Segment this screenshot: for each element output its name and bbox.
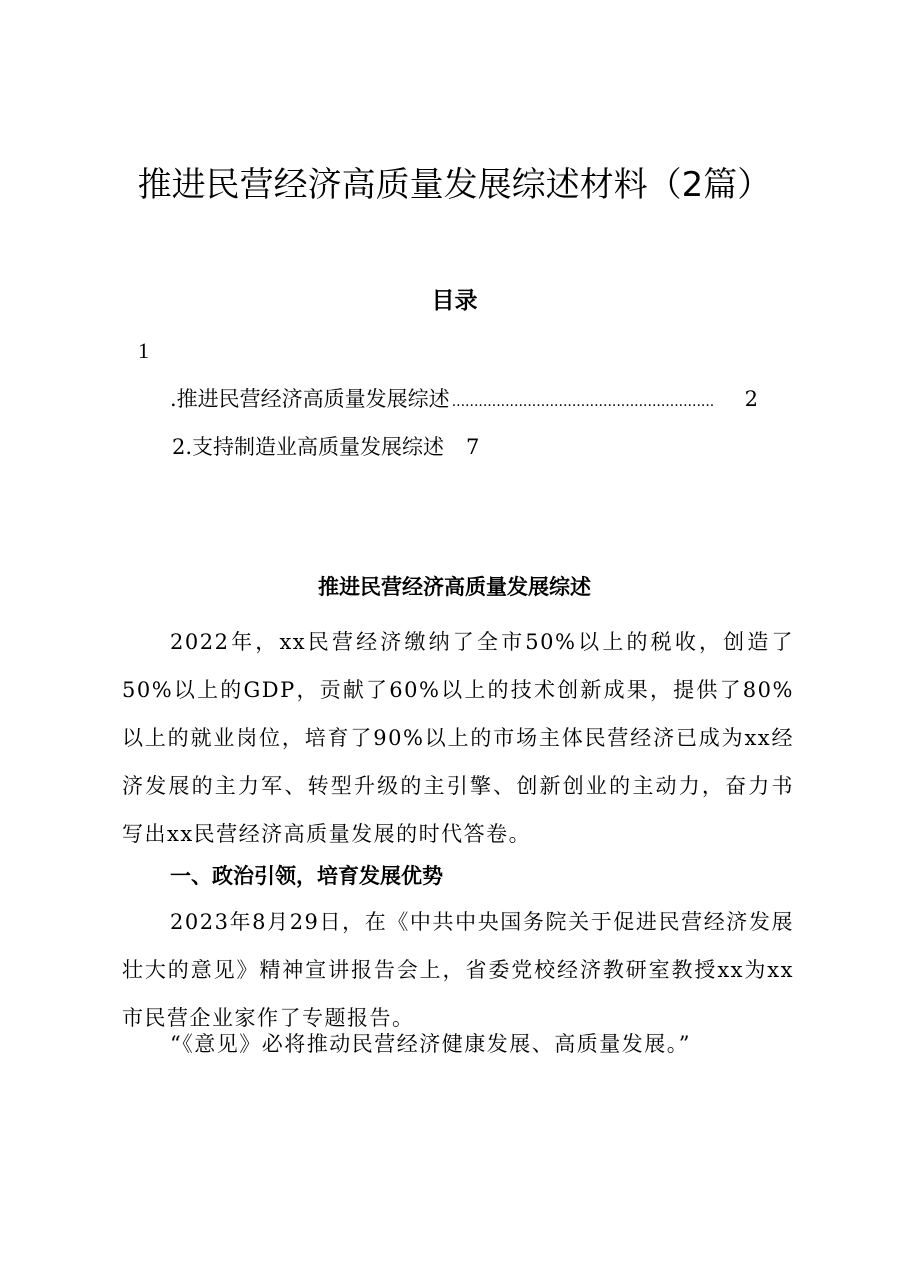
body-paragraph: 2023年8月29日，在《中共中央国务院关于促进民营经济发展壮大的意见》精神宣讲报告会上，省委党校经济教研室教授xx为xx市民营企业家作了专题报告。 (122, 910, 794, 1030)
toc-entry[interactable] (172, 432, 479, 462)
toc-entry[interactable] (170, 384, 758, 417)
document-title: 推进民营经济高质量发展综述材料（2篇） (137, 165, 772, 205)
body-paragraph: 2022年，xx民营经济缴纳了全市50%以上的税收，创造了50%以上的GDP，贡献了60%以上的技术创新成果，提供了80%以上的就业岗位，培育了90%以上的市场主体民营经济已成为xx经济发展的主力军、转型升级的主引擎、创新创业的主动力，奋力书写出xx民营经济高质量发展的时代答卷。 (122, 630, 794, 846)
toc-dot-leader: ........................................................... (451, 394, 715, 410)
section-title: 推进民营经济高质量发展综述 (318, 575, 591, 599)
body-paragraph: “《意见》必将推动民营经济健康发展、高质量发展。” (170, 1032, 691, 1056)
toc-entry-page: 7 (466, 435, 480, 459)
section-subheading: 一、政治引领，培育发展优势 (170, 864, 443, 888)
toc-entry-label: 2.支持制造业高质量发展综述 (172, 435, 445, 459)
toc-entry-page: 2 (744, 387, 758, 411)
toc-entry-label: .推进民营经济高质量发展综述 (170, 387, 450, 411)
toc-leading-number: 1 (138, 338, 149, 363)
toc-heading: 目录 (431, 288, 478, 314)
